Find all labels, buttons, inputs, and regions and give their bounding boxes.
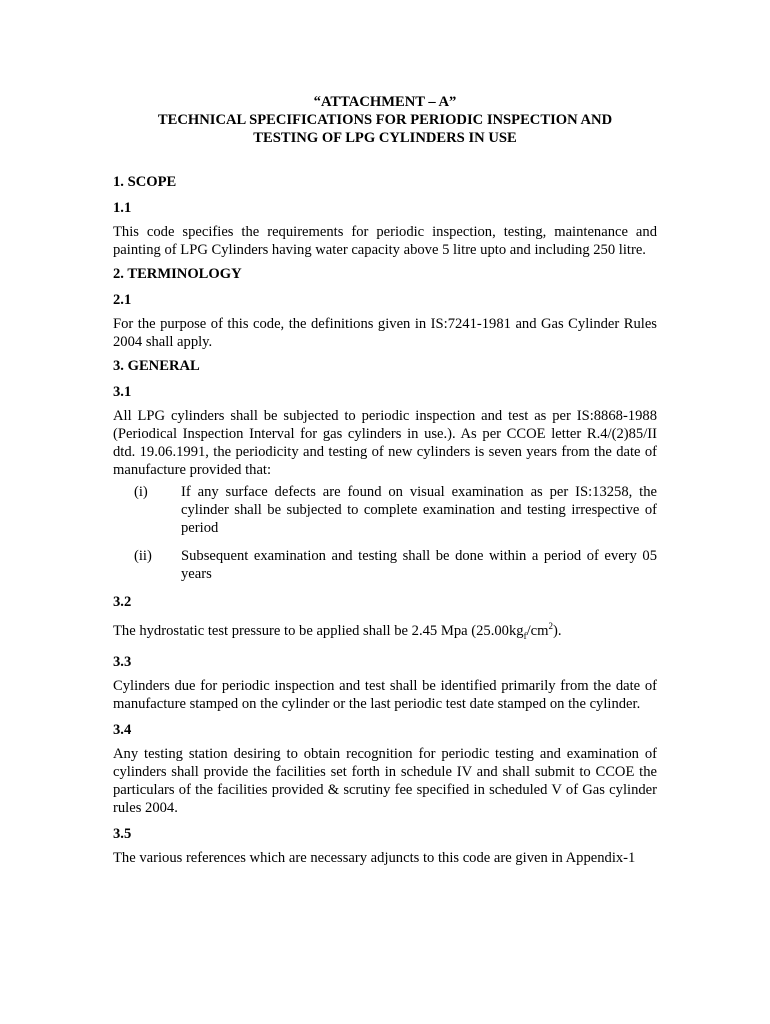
clause-number-3-1: 3.1 bbox=[113, 384, 132, 400]
clause-number-3-4: 3.4 bbox=[113, 721, 132, 738]
clause-text-3-1: All LPG cylinders shall be subjected to periodic inspection and test as per IS:8868-1988 (Periodical Inspection Interval for gas cylinders in use.). As per CCOE letter R.4/(2)85/II dtd. 19.06.1991, the periodicity and testing of new cylinders is seven years from the date of manufacture provided that: bbox=[113, 408, 657, 478]
list-item-text: If any surface defects are found on visual examination as per IS:13258, the cylinder shall be subjected to complete examination and testing irrespective of period bbox=[181, 484, 657, 536]
section-heading-scope: 1. SCOPE bbox=[113, 174, 177, 190]
clause-text-3-5: The various references which are necessary adjuncts to this code are given in Appendix-1 bbox=[113, 849, 636, 866]
pressure-text: The hydrostatic test pressure to be applied shall be 2.45 Mpa (25.00kg bbox=[113, 622, 524, 639]
clause-text-2-1: For the purpose of this code, the definitions given in IS:7241-1981 and Gas Cylinder Rules 2004 shall apply. bbox=[113, 316, 657, 350]
list-item-number: (i) bbox=[134, 484, 148, 500]
closing-text: ). bbox=[552, 622, 562, 639]
section-heading-terminology: 2. TERMINOLOGY bbox=[113, 266, 242, 282]
unit-text: /cm bbox=[526, 622, 549, 639]
clause-number-3-5: 3.5 bbox=[113, 825, 132, 842]
clause-text-3-2 bbox=[113, 617, 657, 645]
clause-number-2-1: 2.1 bbox=[113, 292, 132, 308]
clause-text-3-4: Any testing station desiring to obtain recognition for periodic testing and examination of cylinders shall provide the facilities set forth in schedule IV and shall submit to CCOE the particulars of the facilities provided & scrutiny fee specified in scheduled V of Gas cylinder rules 2004. bbox=[113, 745, 657, 816]
clause-number-3-3: 3.3 bbox=[113, 653, 132, 670]
squared-superscript: 2 bbox=[548, 621, 553, 631]
document-header bbox=[0, 93, 770, 147]
attachment-title: “ATTACHMENT – A” bbox=[313, 94, 457, 110]
document-body bbox=[113, 173, 657, 867]
section-heading-general: 3. GENERAL bbox=[113, 358, 200, 374]
list-item bbox=[113, 547, 657, 583]
clause-text-3-3: Cylinders due for periodic inspection and test shall be identified primarily from the date of manufacture stamped on the cylinder or the last periodic test date stamped on the cylinder. bbox=[113, 677, 657, 712]
spec-title-line-1: TECHNICAL SPECIFICATIONS FOR PERIODIC INSPECTION AND bbox=[157, 112, 613, 128]
clause-text-1-1: This code specifies the requirements for periodic inspection, testing, maintenance and painting of LPG Cylinders having water capacity above 5 litre upto and including 250 litre. bbox=[113, 224, 657, 258]
clause-number-3-2: 3.2 bbox=[113, 594, 132, 610]
spec-title-line-2: TESTING OF LPG CYLINDERS IN USE bbox=[253, 130, 517, 146]
list-item-text: Subsequent examination and testing shall be done within a period of every 05 years bbox=[181, 548, 657, 582]
list-item-number: (ii) bbox=[134, 548, 152, 564]
force-subscript: f bbox=[523, 630, 527, 641]
condition-list bbox=[113, 483, 657, 583]
clause-number-1-1: 1.1 bbox=[113, 200, 132, 216]
list-item bbox=[113, 483, 657, 537]
